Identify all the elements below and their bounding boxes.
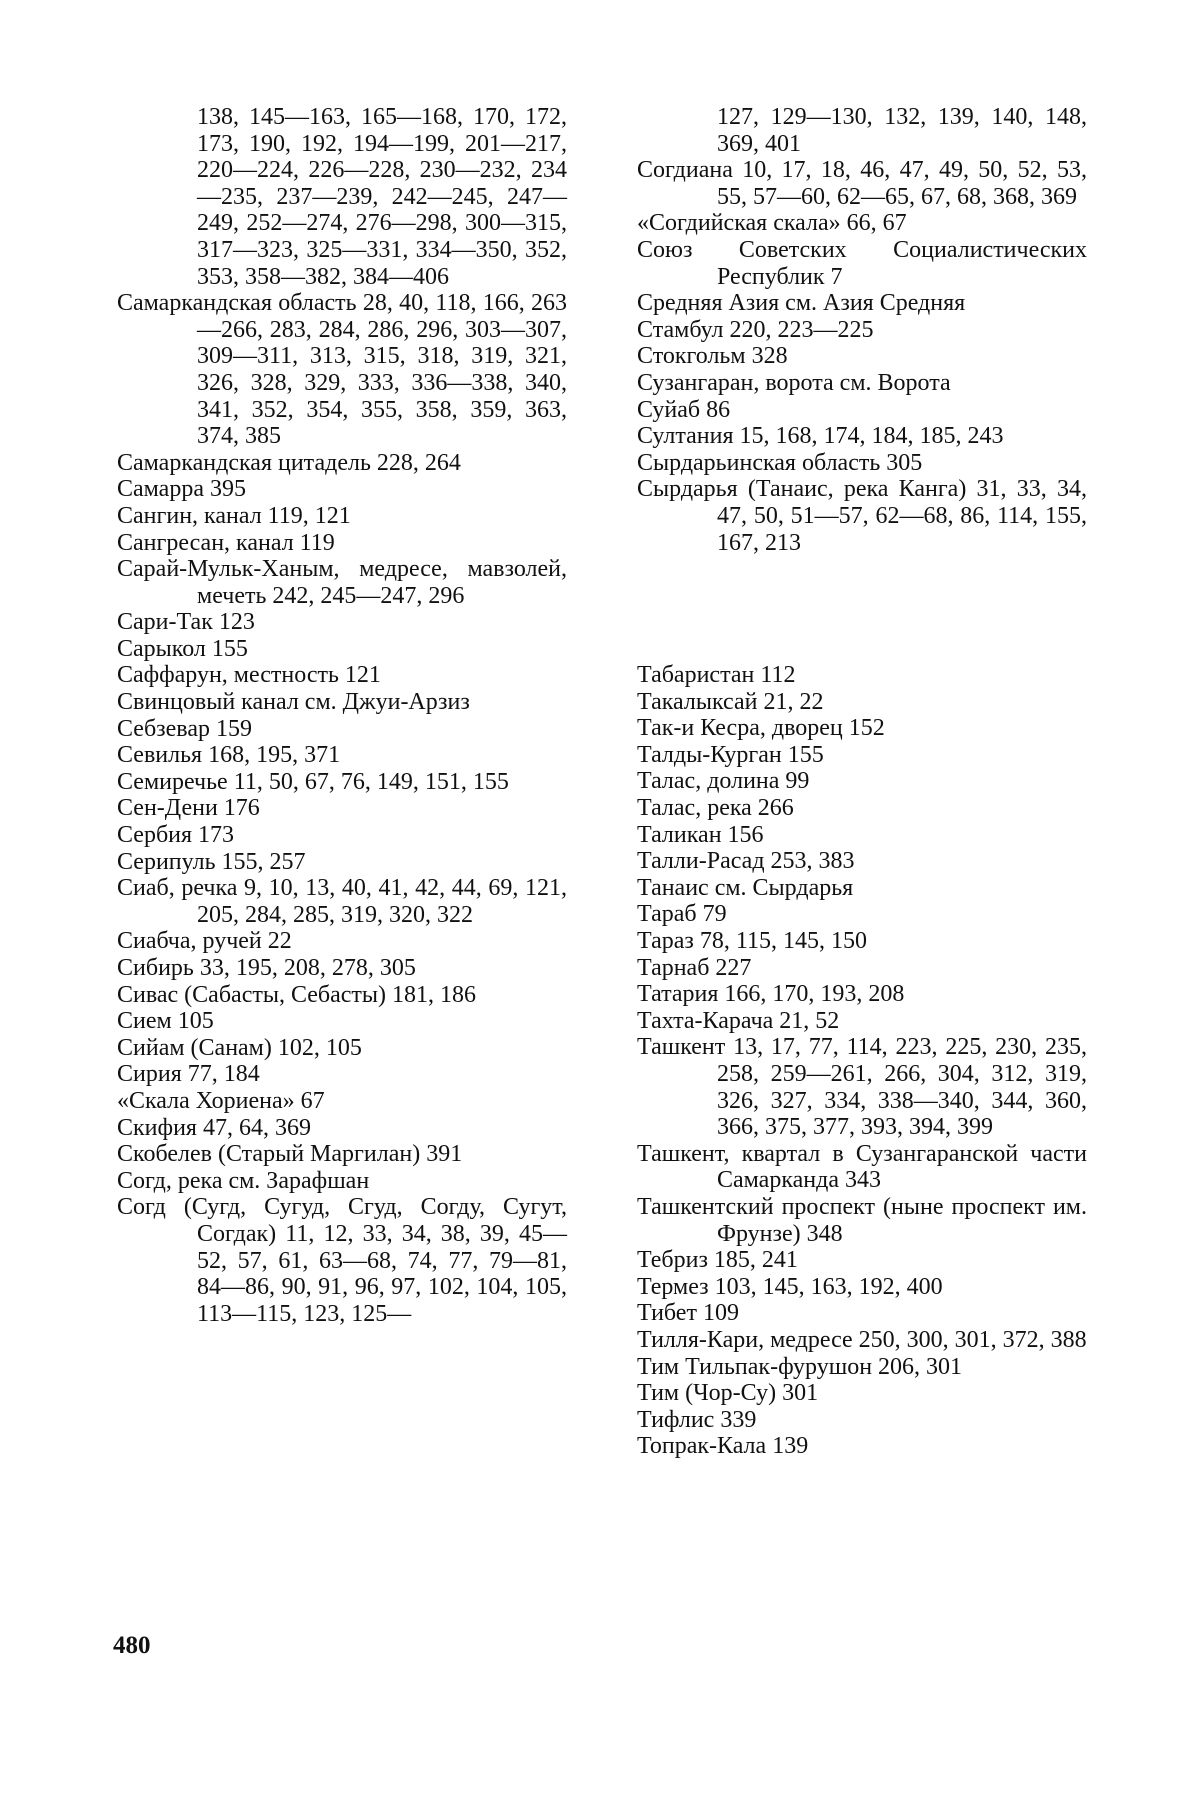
- index-entry: Тебриз 185, 241: [637, 1247, 798, 1274]
- index-entry: Стамбул 220, 223—225: [637, 316, 874, 343]
- index-entry: Тифлис 339: [637, 1406, 757, 1433]
- index-entry: Ташкентский проспект (ныне проспект им. Фрунзе) 348: [637, 1193, 1087, 1247]
- index-entry: Сийам (Санам) 102, 105: [117, 1034, 362, 1061]
- index-entry: Тахта-Карача 21, 52: [637, 1007, 840, 1034]
- index-entry: Суйаб 86: [637, 396, 731, 423]
- index-entry: Сангин, канал 119, 121: [117, 502, 351, 529]
- index-entry: Согд, река см. Зарафшан: [117, 1167, 370, 1194]
- index-entry: Сиабча, ручей 22: [117, 928, 292, 955]
- index-entry: Серипуль 155, 257: [117, 848, 306, 875]
- index-entry: Такалыксай 21, 22: [637, 688, 824, 715]
- index-entry: Татария 166, 170, 193, 208: [637, 981, 905, 1008]
- index-entry: 138, 145—163, 165—168, 170, 172, 173, 190, 192, 194—199, 201—217, 220—224, 226—228, 230—232, 234—235, 237—239, 242—245, 247—249, 252—274, 276—298, 300—315, 317—323, 325—331, 334—350, 352, 353, 358—382, 384—406: [197, 104, 567, 290]
- index-entry: Сием 105: [117, 1008, 214, 1035]
- index-entry: Сибирь 33, 195, 208, 278, 305: [117, 955, 416, 981]
- index-entry: Саффарун, местность 121: [117, 662, 381, 689]
- page-number: 480: [113, 1632, 151, 1659]
- index-entry: Сырдарьинская область 305: [637, 449, 923, 476]
- index-entry: Сирия 77, 184: [117, 1061, 260, 1088]
- index-entry: Семиречье 11, 50, 67, 76, 149, 151, 155: [117, 768, 509, 795]
- index-entry: Тараз 78, 115, 145, 150: [637, 928, 867, 955]
- index-entry: Тибет 109: [637, 1300, 739, 1327]
- index-entry: Средняя Азия см. Азия Средняя: [637, 290, 966, 317]
- index-entry: Сырдарья (Танаис, река Канга) 31, 33, 34, 47, 50, 51—57, 62—68, 86, 114, 155, 167, 213: [637, 476, 1087, 556]
- index-entry: Танаис см. Сырдарья: [637, 874, 854, 901]
- index-entry: Ташкент 13, 17, 77, 114, 223, 225, 230, 235, 258, 259—261, 266, 304, 312, 319, 326, 327, 334, 338—340, 344, 360, 366, 375, 377, 393, 394, 399: [637, 1034, 1087, 1141]
- index-entry: Сари-Так 123: [117, 609, 255, 636]
- index-entry: Топрак-Кала 139: [637, 1433, 809, 1460]
- index-entry: Талас, река 266: [637, 795, 794, 822]
- index-entry: Сарыкол 155: [117, 635, 248, 662]
- index-entry: Себзевар 159: [117, 715, 252, 742]
- index-entry: Так-и Кесра, дворец 152: [637, 715, 885, 742]
- index-entry: Скифия 47, 64, 369: [117, 1114, 311, 1141]
- index-entry: Сен-Дени 176: [117, 795, 260, 822]
- index-entry: Сербия 173: [117, 822, 235, 849]
- index-entry: Талды-Курган 155: [637, 741, 824, 768]
- index-entry: Сузангаран, ворота см. Ворота: [637, 369, 951, 396]
- index-entry: 127, 129—130, 132, 139, 140, 148, 369, 401: [717, 104, 1087, 157]
- index-entry: Севилья 168, 195, 371: [117, 742, 341, 769]
- index-entry: Согдиана 10, 17, 18, 46, 47, 49, 50, 52, 53, 55, 57—60, 62—65, 67, 68, 368, 369: [637, 157, 1087, 210]
- index-entry: Самаркандская область 28, 40, 118, 166, 263—266, 283, 284, 286, 296, 303—307, 309—311, 313, 315, 318, 319, 321, 326, 328, 329, 333, 336—338, 340, 341, 352, 354, 355, 358, 359, 363, 374, 385: [117, 290, 567, 450]
- index-entry: «Согдийская скала» 66, 67: [637, 210, 907, 237]
- index-entry: Согд (Сугд, Сугуд, Сгуд, Согду, Сугут, Согдак) 11, 12, 33, 34, 38, 39, 45—52, 57, 61, 63—68, 74, 77, 79—81, 84—86, 90, 91, 96, 97, 102, 104, 105, 113—115, 123, 125—: [117, 1194, 567, 1327]
- index-entry: Тарнаб 227: [637, 954, 752, 981]
- index-entry: Талли-Расад 253, 383: [637, 848, 855, 875]
- index-entry: Стокгольм 328: [637, 343, 788, 370]
- letter-section-gap: [637, 556, 1087, 662]
- index-entry: Сангресан, канал 119: [117, 529, 335, 556]
- index-entry: «Скала Хориена» 67: [117, 1087, 325, 1114]
- index-entry: Тим (Чор-Су) 301: [637, 1380, 819, 1407]
- index-entry: Султания 15, 168, 174, 184, 185, 243: [637, 423, 1004, 450]
- index-entry: Сивас (Сабасты, Себасты) 181, 186: [117, 981, 477, 1008]
- index-entry: Сарай-Мульк-Ханым, медресе, мавзолей, мечеть 242, 245—247, 296: [117, 556, 567, 609]
- index-entry: Талас, долина 99: [637, 768, 810, 795]
- index-entry: Сиаб, речка 9, 10, 13, 40, 41, 42, 44, 69, 121, 205, 284, 285, 319, 320, 322: [117, 875, 567, 928]
- index-entry: Тараб 79: [637, 901, 727, 928]
- index-entry: Союз Советских Социалистических Республик 7: [637, 236, 1087, 290]
- index-entry: Тим Тильпак-фурушон 206, 301: [637, 1353, 963, 1380]
- index-entry: Ташкент, квартал в Сузангаранской части Самарканда 343: [637, 1140, 1087, 1194]
- index-entry: Табаристан 112: [637, 662, 796, 689]
- index-entry: Таликан 156: [637, 821, 764, 848]
- index-entry: Самарра 395: [117, 476, 246, 503]
- index-entry: Скобелев (Старый Маргилан) 391: [117, 1141, 463, 1168]
- index-column-right: [637, 104, 1087, 1460]
- index-entry: Свинцовый канал см. Джуи-Арзиз: [117, 689, 470, 716]
- index-column-left: [117, 104, 567, 1327]
- index-entry: Самаркандская цитадель 228, 264: [117, 449, 461, 476]
- index-entry: Термез 103, 145, 163, 192, 400: [637, 1273, 943, 1300]
- index-entry: Тилля-Кари, медресе 250, 300, 301, 372, 388: [637, 1326, 1087, 1353]
